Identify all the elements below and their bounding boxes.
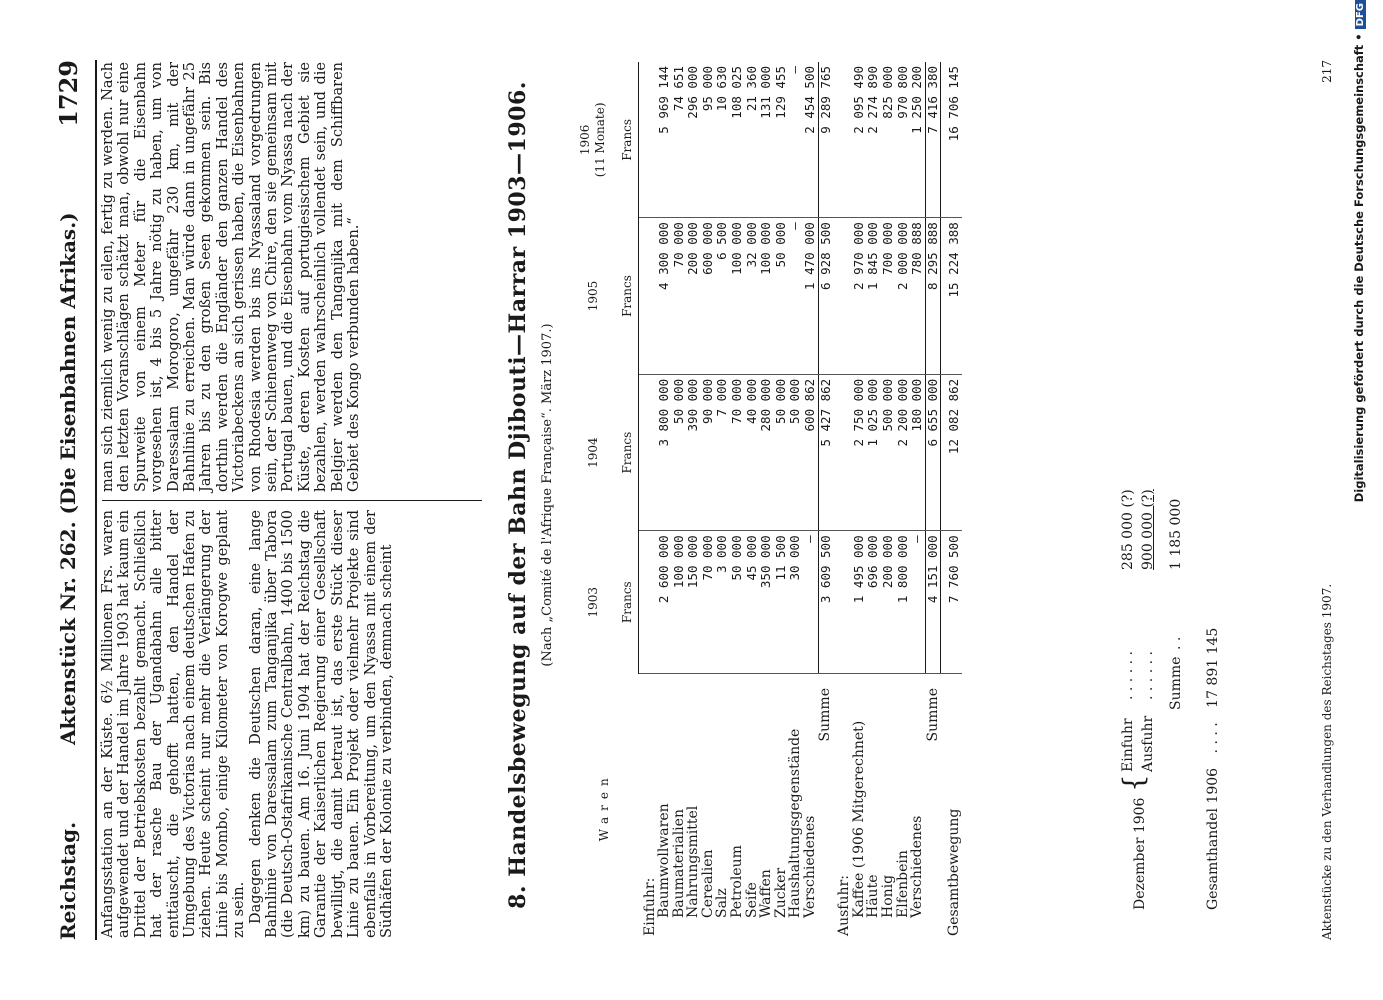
table-row (759, 62, 774, 940)
table-row (866, 62, 881, 940)
december-label: Dezember 1906 (1132, 797, 1148, 910)
paragraph: Dagegen denken die Deutschen daran, eine lange Bahnlinie von Daressalam zum Tanganjika über Tabora (die Deutsch-Ostafrikanische Centralbahn, 1400 bis 1500 km) zu bauen. Am 16. Juni 1904 hat der Reichstag die Garantie der Kaiserlichen Regierung einer Gesellschaft bewilligt, die damit betraut ist, das erste Stück dieser Linie zu bauen. Ein Projekt oder vielmehr Projekte sind ebenfalls in Vorbereitung, um den Nyassa mit einem der Südhäfen der Kolonie zu verbinden, demnach scheint (247, 510, 395, 938)
december-import-label: Einfuhr (1120, 718, 1136, 772)
left-column (100, 510, 395, 938)
december-export-label: Ausfuhr (1140, 715, 1156, 772)
cell: 780 888 (910, 218, 925, 375)
header-center: Aktenstück Nr. 262. (Die Eisenbahnen Afrikas.) (56, 212, 80, 745)
column-header-year: 1906 (11 Monate) (578, 102, 607, 178)
page-number: 1729 (54, 60, 83, 127)
column-header-year: 1903 (585, 586, 600, 618)
cell: 696 000 (866, 531, 881, 674)
cell: 30 000 (788, 531, 803, 674)
import-sum-row (818, 62, 833, 940)
cell: 200 000 (881, 531, 896, 674)
december-block (1118, 350, 1193, 910)
total-row (941, 62, 962, 940)
row-label: Seife (743, 882, 760, 918)
cell: — (788, 62, 803, 218)
cell: 970 800 (896, 62, 911, 218)
cell: 21 360 (745, 62, 760, 218)
cell: 70 000 (701, 531, 716, 674)
cell: 2 970 000 (852, 218, 867, 375)
cell: 129 455 (774, 62, 789, 218)
cell: 825 000 (881, 62, 896, 218)
cell: 1 025 000 (866, 374, 881, 531)
cell: 3 609 500 (818, 531, 833, 674)
cell: 700 000 (881, 218, 896, 375)
cell: 7 416 380 (925, 62, 941, 218)
group-label-export: Ausfuhr: (836, 875, 853, 936)
cell: — (910, 531, 925, 674)
table-row (686, 62, 701, 940)
row-label: Kaffee (1906 Mitgerechnet) (850, 720, 867, 918)
total-1906-block (1205, 350, 1227, 910)
dots: . . . . . . (1140, 651, 1156, 700)
cell: 5 969 144 (657, 62, 672, 218)
cell: 2 000 000 (896, 218, 911, 375)
cell: 1 470 000 (803, 218, 818, 375)
cell: 500 000 (881, 374, 896, 531)
total-1906-label: Gesamthandel 1906 (1205, 767, 1221, 910)
row-label: Summe (924, 688, 941, 742)
right-column (100, 62, 363, 492)
dots: . . . . . . (1120, 651, 1136, 700)
cell: — (803, 531, 818, 674)
cell: 45 000 (745, 531, 760, 674)
table-row (910, 62, 925, 940)
december-sum-label: Summe (1168, 656, 1184, 710)
cell: 100 000 (672, 531, 687, 674)
cell: 1 845 000 (866, 218, 881, 375)
dots: . . . . (1205, 722, 1221, 754)
page-footer (1320, 60, 1338, 940)
unit-label: Francs (616, 531, 639, 674)
cell: 6 500 (715, 218, 730, 375)
cell: 70 000 (672, 218, 687, 375)
cell: 2 750 000 (852, 374, 867, 531)
row-label: Zucker (772, 867, 789, 918)
cell: 2 200 000 (896, 374, 911, 531)
cell: 600 000 (701, 218, 716, 375)
december-export-value: 900 000 (?) (1140, 489, 1156, 570)
cell: 40 000 (745, 374, 760, 531)
cell: 16 706 145 (941, 62, 962, 218)
table-row (852, 62, 867, 940)
running-header (50, 60, 90, 940)
cell: 90 000 (701, 374, 716, 531)
paragraph: man sich ziemlich wenig zu eilen, fertig zu werden. Nach den letzten Voranschlägen schätzt man, obwohl nur eine Spurweite von einem Meter für die Eisenbahn vorgesehen ist, 4 bis 5 Jahre nötig zu haben, um von Daressalam Morogoro, ungefähr 230 km, mit der Bahnlinie zu erreichen. Man würde dann in ungefähr 25 Jahren bis zu den großen Seen gekommen sein. Bis dorthin werden die Engländer den ganzen Handel des Victoriabeckens an sich gerissen haben, die Eisenbahnen von Rhodesia werden bis ins Nyassaland vorgedrungen sein, der Schienenweg von Chire, den sie gemeinsam mit Portugal bauen, und die Eisenbahn vom Nyassa nach der Küste, deren Kosten auf portugiesischem Gebiet sie bezahlen, werden wahrscheinlich vollendet sein, und die Belgier werden den Tanganjika mit dem Schiffbaren Gebiet des Kongo verbunden haben.“ (100, 62, 363, 492)
december-sum-value: 1 185 000 (1168, 498, 1184, 570)
credit-text: Digitalisierung gefördert durch die Deutsche Forschungsgemeinschaft • (1352, 33, 1366, 503)
cell: 350 000 (759, 531, 774, 674)
cell: 150 000 (686, 531, 701, 674)
cell: 296 000 (686, 62, 701, 218)
cell: 50 000 (774, 218, 789, 375)
row-label: Elfenbein (894, 850, 911, 918)
cell: 10 630 (715, 62, 730, 218)
cell: 5 427 862 (818, 374, 833, 531)
row-label: Baumaterialien (670, 809, 687, 918)
cell: — (788, 218, 803, 375)
table-row (657, 62, 672, 940)
row-label: Verschiedenes (802, 815, 819, 918)
footer-left: Aktenstücke zu den Verhandlungen des Reichstages 1907. (1320, 583, 1334, 940)
section-subtitle: (Nach „Comité de l'Afrique Française“. März 1907.) (540, 323, 555, 667)
cell: 50 000 (730, 531, 745, 674)
cell: 1 495 000 (852, 531, 867, 674)
footer-right: 217 (1320, 60, 1334, 83)
cell: 6 655 000 (925, 374, 941, 531)
row-label: Gesamtbewegung (946, 808, 963, 936)
cell: 15 224 388 (941, 218, 962, 375)
table-row (730, 62, 745, 940)
digitization-credit (1352, 0, 1372, 700)
cell: 7 760 500 (941, 531, 962, 674)
column-header-year: 1905 (585, 280, 600, 312)
cell: 11 500 (774, 531, 789, 674)
unit-label: Francs (616, 218, 639, 375)
row-label: Waffen (758, 869, 775, 918)
row-label: Haushaltungsgegenstände (787, 728, 804, 918)
cell: 2 454 500 (803, 62, 818, 218)
cell: 8 295 888 (925, 218, 941, 375)
header-left: Reichstag. (56, 821, 80, 940)
row-label: Nahrungsmittel (685, 805, 702, 918)
cell: 95 000 (701, 62, 716, 218)
cell: 9 289 765 (818, 62, 833, 218)
cell: 600 862 (803, 374, 818, 531)
cell: 2 600 000 (657, 531, 672, 674)
column-divider (102, 500, 482, 501)
row-label: Petroleum (729, 845, 746, 918)
cell: 100 000 (759, 218, 774, 375)
cell: 50 000 (672, 374, 687, 531)
cell: 4 151 000 (925, 531, 941, 674)
cell: 2 274 890 (866, 62, 881, 218)
paragraph: Anfangsstation an der Küste. 6½ Millionen Frs. waren aufgewendet und der Handel im Jahre 1903 hat kaum ein Drittel der Betriebskosten bezahlt gemacht. Schließlich hat der rasche Bau der Ugandabahn alle bitter enttäuscht, die gehofft hatten, den Handel der Umgebung des Victorias nach einem deutschen Hafen zu ziehen. Heute scheint nur mehr die Verlängerung der Linie bis Mombo, einige Kilometer von Korogwe geplant zu sein. (100, 510, 248, 938)
cell: 32 000 (745, 218, 760, 375)
row-label: Häute (865, 874, 882, 918)
cell: 280 000 (759, 374, 774, 531)
cell: 50 000 (774, 374, 789, 531)
export-sum-row (925, 62, 941, 940)
cell: 131 000 (759, 62, 774, 218)
row-label: Salz (714, 888, 731, 918)
section-title: 8. Handelsbewegung auf der Bahn Djibouti—Harrar 1903—1906. (505, 81, 531, 909)
cell: 3 800 000 (657, 374, 672, 531)
cell: 390 000 (686, 374, 701, 531)
table-row (881, 62, 896, 940)
table-row (788, 62, 803, 940)
cell: 108 025 (730, 62, 745, 218)
cell: 1 250 200 (910, 62, 925, 218)
december-import-value: 285 000 (?) (1120, 489, 1136, 570)
column-header-waren: Waren (596, 772, 611, 842)
table-row (745, 62, 760, 940)
cell: 6 928 500 (818, 218, 833, 375)
dfg-logo: DFG (1355, 0, 1366, 29)
row-label: Baumwollwaren (656, 803, 673, 918)
total-1906-value: 17 891 145 (1205, 627, 1221, 708)
brace: { (1117, 774, 1150, 792)
table-row (803, 62, 818, 940)
cell: 100 000 (730, 218, 745, 375)
unit-label: Francs (616, 62, 639, 218)
cell: 180 000 (910, 374, 925, 531)
cell: 70 000 (730, 374, 745, 531)
cell: 200 000 (686, 218, 701, 375)
table-row (672, 62, 687, 940)
column-header-year: 1904 (585, 437, 600, 468)
unit-label: Francs (616, 374, 639, 531)
row-label: Summe (817, 688, 834, 742)
cell: 2 095 490 (852, 62, 867, 218)
cell: 50 000 (788, 374, 803, 531)
table-row (701, 62, 716, 940)
cell: 74 651 (672, 62, 687, 218)
row-label: Cerealien (699, 849, 716, 918)
cell: 3 000 (715, 531, 730, 674)
table-row (896, 62, 911, 940)
trade-table (570, 62, 962, 940)
row-label: Verschiedenes (909, 815, 926, 918)
row-label: Honig (880, 874, 896, 918)
header-rule (95, 60, 97, 940)
cell: 12 082 862 (941, 374, 962, 531)
table-row (715, 62, 730, 940)
dots: . . (1168, 636, 1184, 650)
cell: 4 300 000 (657, 218, 672, 375)
cell: 7 000 (715, 374, 730, 531)
table-row (774, 62, 789, 940)
cell: 1 800 000 (896, 531, 911, 674)
group-label-import: Einfuhr: (641, 877, 658, 936)
